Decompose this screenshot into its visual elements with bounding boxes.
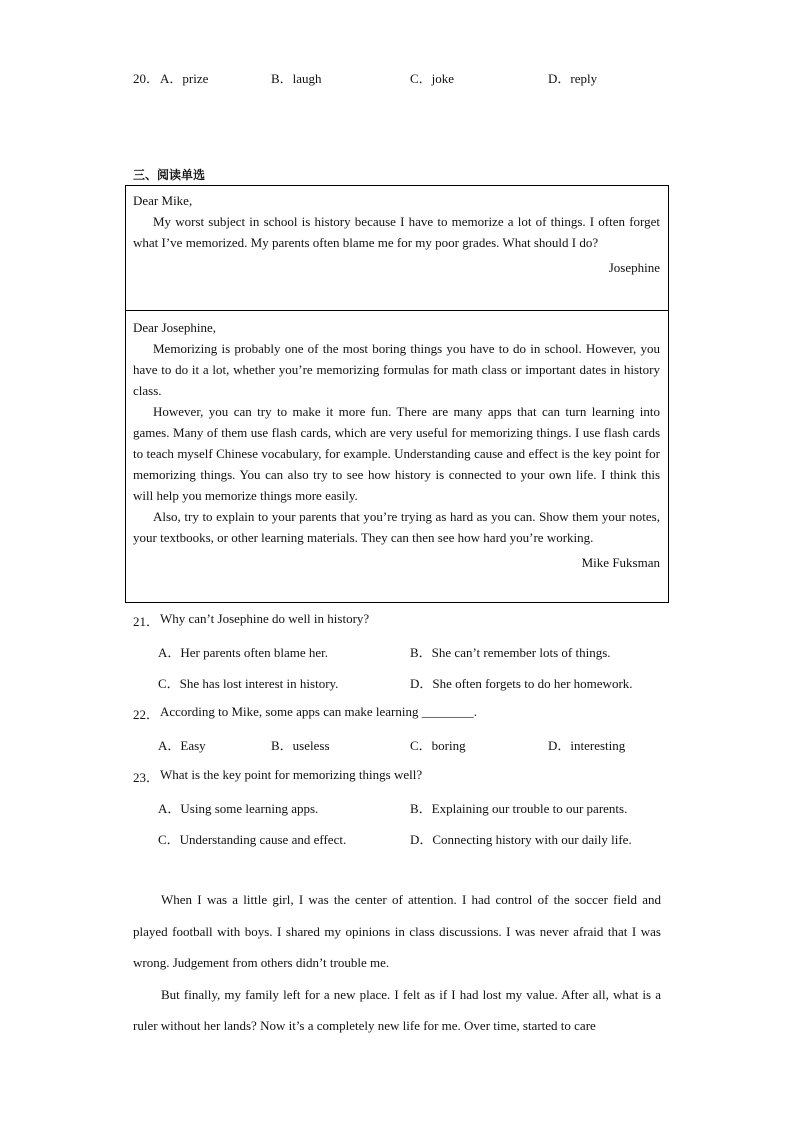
question-23	[0, 767, 794, 787]
option-c: C．Understanding cause and effect.	[158, 832, 347, 847]
passage-paragraph: But finally, my family left for a new place. I felt as if I had lost my value. After all, what is a ruler without her lands? Now it’s a completely new life for me. Over time, started to care	[133, 986, 661, 1033]
option-d: D．She often forgets to do her homework.	[410, 676, 633, 691]
option-b: B．laugh	[271, 71, 322, 86]
question-text: According to Mike, some apps can make learning ________.	[160, 704, 477, 719]
question-text: What is the key point for memorizing things well?	[160, 767, 423, 782]
letter-greeting: Dear Mike,	[133, 193, 193, 208]
option-a: A．Easy	[158, 738, 206, 753]
option-d: D．Connecting history with our daily life.	[410, 832, 632, 847]
options-row	[0, 798, 794, 818]
letter-josephine	[125, 185, 669, 311]
option-a: A．Using some learning apps.	[158, 801, 319, 816]
passage-paragraph: When I was a little girl, I was the center of attention. I had control of the soccer field and played football with boys. I shared my opinions in class discussions. I was never afraid that I was wrong. Judgement from others didn’t trouble me.	[133, 892, 661, 970]
letter-signature: Josephine	[608, 260, 660, 275]
option-d: D．reply	[548, 71, 598, 86]
options-row	[0, 829, 794, 849]
letter-body: My worst subject in school is history because I have to memorize a lot of things. I often forget what I’ve memorized. My parents often blame me for my poor grades. What should I do?	[133, 214, 660, 250]
letter-mike	[125, 310, 669, 603]
question-text: Why can’t Josephine do well in history?	[160, 611, 370, 626]
option-b: B．She can’t remember lots of things.	[410, 645, 611, 660]
option-b: B．Explaining our trouble to our parents.	[410, 801, 628, 816]
option-a: A．Her parents often blame her.	[158, 645, 329, 660]
option-c: C．She has lost interest in history.	[158, 676, 339, 691]
options-row	[0, 735, 794, 755]
question-number: 22．	[133, 707, 160, 722]
option-c: C．joke	[410, 71, 455, 86]
options-row	[0, 673, 794, 693]
letter-paragraph: However, you can try to make it more fun. There are many apps that can turn learning into games. Many of them use flash cards, which are very useful for memorizing things. I use flash cards to teach myself Chinese vocabulary, for example. Understanding cause and effect is the key point for memorizing things. You can also try to see how history is connected to your own life. I think this will help you memorize things more easily.	[133, 404, 660, 503]
question-number: 20．	[133, 71, 160, 86]
reading-passage	[133, 884, 661, 1042]
option-c: C．boring	[410, 738, 466, 753]
option-d: D．interesting	[548, 738, 626, 753]
option-a: A．prize	[160, 71, 209, 86]
question-number: 21．	[133, 614, 160, 629]
options-row	[0, 642, 794, 662]
letter-paragraph: Memorizing is probably one of the most boring things you have to do in school. However, you have to do it a lot, whether you’re memorizing formulas for math class or important dates in history class.	[133, 341, 660, 398]
question-21	[0, 611, 794, 631]
question-20	[0, 68, 794, 88]
section-title: 三、阅读单选	[133, 168, 206, 182]
question-22	[0, 704, 794, 724]
option-b: B．useless	[271, 738, 330, 753]
letter-signature: Mike Fuksman	[581, 555, 660, 570]
letter-paragraph: Also, try to explain to your parents that you’re trying as hard as you can. Show them your notes, your textbooks, or other learning materials. They can then see how hard you’re working.	[133, 509, 660, 545]
letter-greeting: Dear Josephine,	[133, 320, 217, 335]
question-number: 23．	[133, 770, 160, 785]
